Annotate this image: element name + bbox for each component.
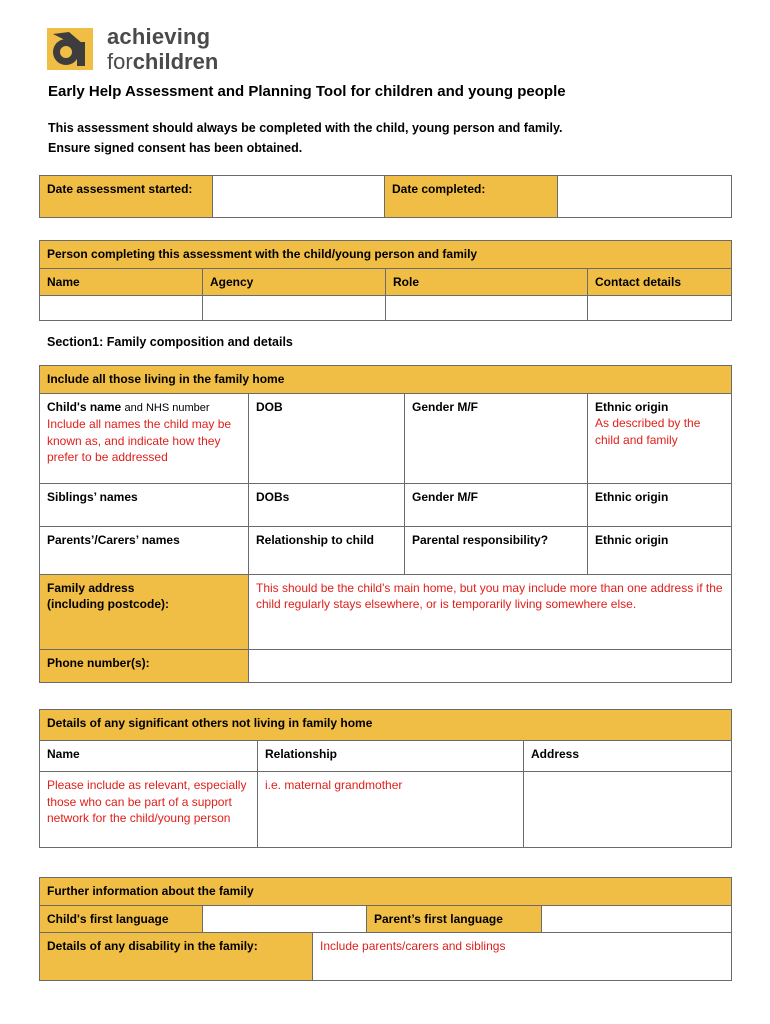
- col-agency-label: Agency: [203, 268, 386, 296]
- date-completed-field[interactable]: [558, 176, 732, 218]
- significant-others-header: Details of any significant others not living in family home: [40, 710, 732, 741]
- ethnic-origin-label: Ethnic origin: [595, 399, 669, 414]
- person-completing-table: [39, 240, 732, 321]
- ethnic-origin-hint: As described by the child and family: [595, 416, 701, 447]
- gender-cell[interactable]: Gender M/F: [405, 393, 588, 483]
- siblings-ethnic-cell[interactable]: Ethnic origin: [588, 483, 732, 526]
- achieving-for-children-logo-icon: [47, 28, 93, 70]
- so-name-label: Name: [40, 741, 258, 772]
- section1-header: Include all those living in the family home: [40, 366, 732, 394]
- intro-line-1: This assessment should always be completed with the child, young person and family.: [48, 121, 563, 135]
- siblings-cell[interactable]: Siblings’ names: [40, 483, 249, 526]
- child-name-hint: Include all names the child may be known as, and indicate how they prefer to be addressed: [47, 417, 232, 464]
- disability-field[interactable]: [313, 933, 732, 981]
- further-info-header: Further information about the family: [40, 878, 732, 906]
- parents-ethnic-cell[interactable]: Ethnic origin: [588, 526, 732, 574]
- parental-responsibility-cell[interactable]: Parental responsibility?: [405, 526, 588, 574]
- siblings-gender-cell[interactable]: Gender M/F: [405, 483, 588, 526]
- so-relationship-field[interactable]: [258, 772, 524, 848]
- parent-language-field[interactable]: [542, 905, 732, 933]
- logo-wordmark-line1: achieving: [107, 24, 211, 49]
- name-field[interactable]: [40, 296, 203, 321]
- relationship-cell[interactable]: Relationship to child: [249, 526, 405, 574]
- nhs-number-label: and NHS number: [124, 401, 210, 414]
- date-started-label: Date assessment started:: [40, 176, 213, 218]
- agency-field[interactable]: [203, 296, 386, 321]
- so-address-label: Address: [524, 741, 732, 772]
- family-address-hint: This should be the child's main home, but you may include more than one address if the child regularly stays elsewhere, or is temporarily living somewhere else.: [256, 580, 723, 611]
- child-name-cell[interactable]: [40, 393, 249, 483]
- disability-label: Details of any disability in the family:: [40, 933, 313, 981]
- person-completing-header: Person completing this assessment with the child/young person and family: [40, 241, 732, 269]
- so-relationship-hint: i.e. maternal grandmother: [265, 778, 403, 792]
- date-completed-label: Date completed:: [385, 176, 558, 218]
- family-composition-table: [39, 365, 732, 683]
- dob-cell[interactable]: DOB: [249, 393, 405, 483]
- col-name-label: Name: [40, 268, 203, 296]
- date-started-field[interactable]: [213, 176, 385, 218]
- child-name-label: Child's name: [47, 399, 122, 414]
- parent-language-label: Parent’s first language: [367, 905, 542, 933]
- so-name-field[interactable]: [40, 772, 258, 848]
- child-language-label: Child's first language: [40, 905, 203, 933]
- role-field[interactable]: [386, 296, 588, 321]
- significant-others-table: [39, 709, 732, 848]
- col-contact-label: Contact details: [588, 268, 732, 296]
- further-info-table: [39, 877, 732, 981]
- section1-title: Section1: Family composition and details: [47, 335, 293, 349]
- logo-wordmark-line2: forchildren: [107, 49, 219, 74]
- so-name-hint: Please include as relevant, especially those who can be part of a support network for the child/young person: [47, 778, 247, 825]
- disability-hint: Include parents/carers and siblings: [320, 939, 506, 953]
- child-language-field[interactable]: [203, 905, 367, 933]
- intro-text: [48, 118, 562, 158]
- parents-cell[interactable]: Parents’/Carers’ names: [40, 526, 249, 574]
- page-title: Early Help Assessment and Planning Tool for children and young people: [48, 83, 566, 100]
- so-address-field[interactable]: [524, 772, 732, 848]
- family-address-label: Family address (including postcode):: [40, 574, 249, 649]
- phone-label: Phone number(s):: [40, 649, 249, 682]
- family-address-field[interactable]: [249, 574, 732, 649]
- phone-field[interactable]: [249, 649, 732, 682]
- siblings-dobs-cell[interactable]: DOBs: [249, 483, 405, 526]
- ethnic-origin-cell[interactable]: [588, 393, 732, 483]
- contact-field[interactable]: [588, 296, 732, 321]
- col-role-label: Role: [386, 268, 588, 296]
- intro-line-2: Ensure signed consent has been obtained.: [48, 141, 303, 155]
- dates-table: [39, 175, 732, 218]
- so-relationship-label: Relationship: [258, 741, 524, 772]
